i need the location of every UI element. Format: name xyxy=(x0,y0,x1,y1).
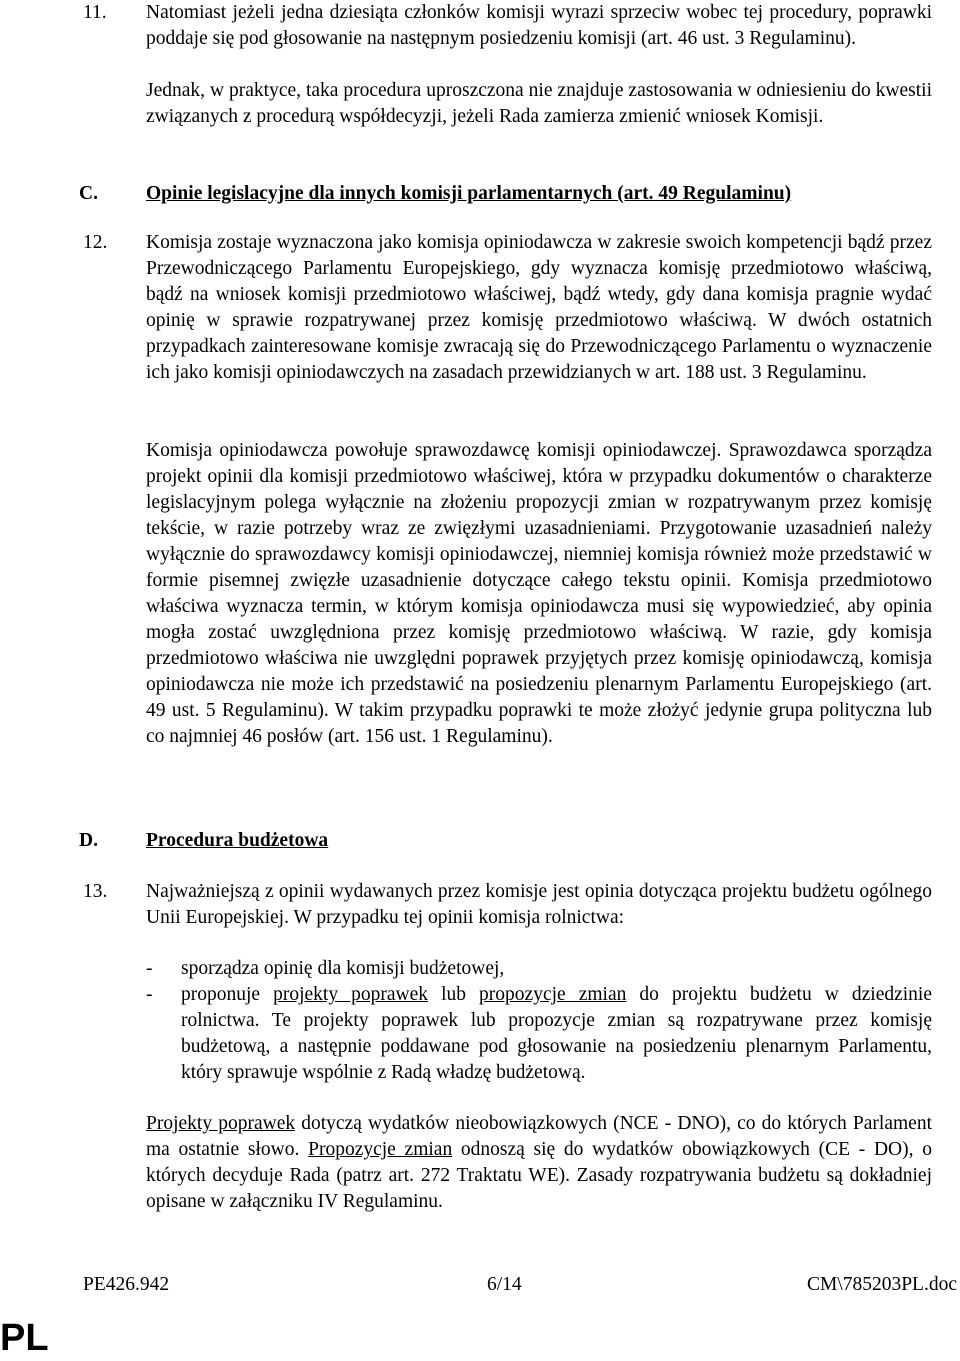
bullet-text-2 xyxy=(181,982,932,1086)
paragraph-11-text-2: Jednak, w praktyce, taka procedura uproszczona nie znajduje zastosowania w odniesieniu do kwestii związanych z procedurą współdecyzji, jeżeli Rada zamierza zmienić wniosek Komisji. xyxy=(146,80,932,127)
footer-doc-ref: PE426.942 xyxy=(83,1274,170,1295)
link-projekty-poprawek: projekty poprawek xyxy=(273,984,429,1005)
bullet-2-lead: proponuje xyxy=(181,984,274,1005)
section-c-label: C. xyxy=(79,183,98,204)
bullet-dash: - xyxy=(146,958,153,979)
section-d-label: D. xyxy=(79,830,98,851)
section-c-title: Opinie legislacyjne dla innych komisji parlamentarnych (art. 49 Regulaminu) xyxy=(146,183,792,204)
paragraph-13-text-2 xyxy=(146,1111,932,1215)
footer-language-code: PL xyxy=(0,1317,49,1359)
term-propozycje-zmian: Propozycje zmian xyxy=(308,1139,453,1160)
paragraph-number-12: 12. xyxy=(83,232,108,253)
bullet-text-1: sporządza opinię dla komisji budżetowej, xyxy=(181,958,505,979)
paragraph-13-text-2b: odnoszą się do wydatków obowiązkowych (CE - DO), o których decyduje Rada (patrz art. 272 Traktatu WE). Zasady rozpatrywania budżetu są dokładniej opisane w załączniku IV Regulaminu. xyxy=(146,1139,932,1212)
paragraph-number-11: 11. xyxy=(83,2,107,23)
bullet-2-connector: lub xyxy=(428,984,480,1005)
paragraph-11-text: Natomiast jeżeli jedna dziesiąta członków komisji wyrazi sprzeciw wobec tej procedury, poprawki poddaje się pod głosowanie na następnym posiedzeniu komisji (art. 46 ust. 3 Regulaminu). xyxy=(146,2,932,49)
section-d-title: Procedura budżetowa xyxy=(146,830,329,851)
paragraph-number-13: 13. xyxy=(83,881,108,902)
bullet-2-rest: do projektu budżetu w dziedzinie rolnictwa. Te projekty poprawek lub propozycje zmian są rozpatrywane przez komisję budżetową, a następnie poddawane pod głosowanie na posiedzeniu plenarnym Parlamentu, który sprawuje wspólnie z Radą władzę budżetową. xyxy=(181,984,933,1083)
bullet-dash: - xyxy=(146,984,153,1005)
link-propozycje-zmian: propozycje zmian xyxy=(479,984,627,1005)
paragraph-13-text-2a: dotyczą wydatków nieobowiązkowych (NCE - DNO), co do których Parlament ma ostatnie słowo. xyxy=(146,1113,932,1160)
footer-file-name: CM\785203PL.doc xyxy=(806,1274,957,1295)
footer-page-number: 6/14 xyxy=(487,1274,522,1295)
paragraph-12-text-2: Komisja opiniodawcza powołuje sprawozdawcę komisji opiniodawczej. Sprawozdawca sporządza projekt opinii dla komisji przedmiotowo właściwej, która w przypadku dokumentów o charakterze legislacyjnym polega wyłącznie na złożeniu propozycji zmian w rozpatrywanym przez komisję tekście, w razie potrzeby wraz ze zwięzłymi uzasadnieniami. Przygotowanie uzasadnień należy wyłącznie do sprawozdawcy komisji opiniodawczej, niemniej komisja również może przedstawić w formie pisemnej zwięzłe uzasadnienie dotyczące całego tekstu opinii. Komisja przedmiotowo właściwa wyznacza termin, w którym komisja opiniodawcza musi się wypowiedzieć, aby opinia mogła zostać uwzględniona przez komisję przedmiotowo właściwą. W razie, gdy komisja przedmiotowo właściwa nie uwzględni poprawek przyjętych przez komisję opiniodawczą, komisja opiniodawcza nie może ich przedstawić na posiedzeniu plenarnym Parlamentu Europejskiego (art. 49 ust. 5 Regulaminu). W takim przypadku poprawki te może złożyć jedynie grupa polityczna lub co najmniej 46 posłów (art. 156 ust. 1 Regulaminu). xyxy=(146,440,932,747)
paragraph-13-text: Najważniejszą z opinii wydawanych przez komisje jest opinia dotycząca projektu budżetu ogólnego Unii Europejskiej. W przypadku tej opinii komisja rolnictwa: xyxy=(146,881,932,928)
term-projekty-poprawek: Projekty poprawek xyxy=(146,1113,296,1134)
paragraph-12-text: Komisja zostaje wyznaczona jako komisja opiniodawcza w zakresie swoich kompetencji bądź przez Przewodniczącego Parlamentu Europejskiego, gdy wyznacza komisję przedmiotowo właściwą, bądź na wniosek komisji przedmiotowo właściwej, bądź wtedy, gdy dana komisja pragnie wydać opinię w sprawie rozpatrywanej przez komisję przedmiotowo właściwą. W dwóch ostatnich przypadkach zainteresowane komisje zwracają się do Przewodniczącego Parlamentu o wyznaczenie ich jako komisji opiniodawczych na zasadach przewidzianych w art. 188 ust. 3 Regulaminu. xyxy=(146,232,932,383)
